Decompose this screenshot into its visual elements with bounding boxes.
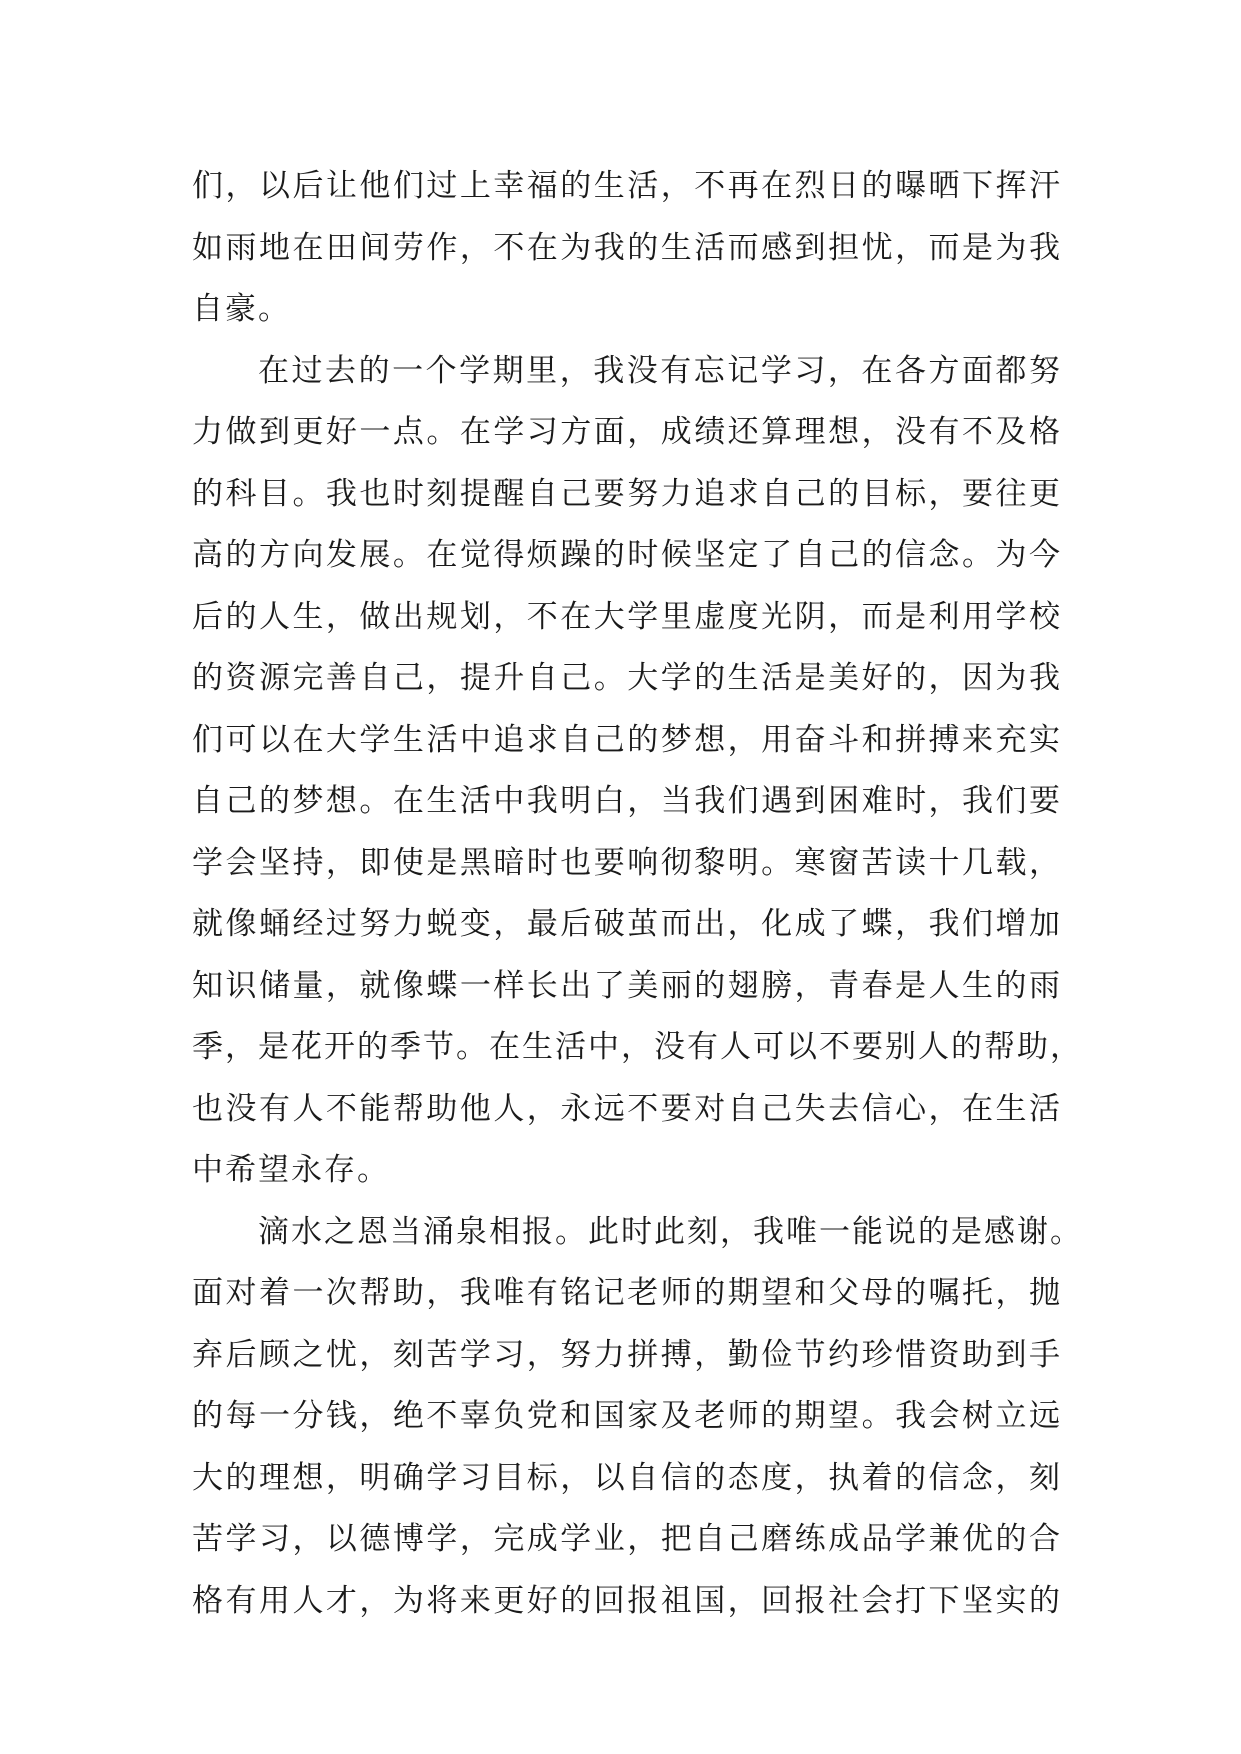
- text-line: 高的方向发展。在觉得烦躁的时候坚定了自己的信念。为今: [192, 537, 1062, 573]
- text-line: 如雨地在田间劳作，不在为我的生活而感到担忧，而是为我: [192, 229, 1062, 266]
- text-line: 自豪。: [192, 291, 291, 327]
- text-line: 中希望永存。: [192, 1152, 390, 1188]
- text-line: 季，是花开的季节。在生活中，没有人可以不要别人的帮助，: [192, 1029, 1083, 1065]
- text-line: 知识储量，就像蝶一样长出了美丽的翅膀，青春是人生的雨: [192, 967, 1062, 1004]
- text-line: 弃后顾之忧，刻苦学习，努力拼搏，勤俭节约珍惜资助到手: [192, 1336, 1062, 1373]
- text-line: 的每一分钱，绝不辜负党和国家及老师的期望。我会树立远: [192, 1398, 1062, 1434]
- text-line: 的科目。我也时刻提醒自己要努力追求自己的目标，要往更: [192, 475, 1062, 512]
- text-line: 们，以后让他们过上幸福的生活，不再在烈日的曝晒下挥汗: [192, 168, 1062, 204]
- text-line: 学会坚持，即使是黑暗时也要响彻黎明。寒窗苦读十几载，: [192, 844, 1062, 881]
- text-line: 在过去的一个学期里，我没有忘记学习，在各方面都努: [258, 352, 1062, 389]
- text-line: 大的理想，明确学习目标，以自信的态度，执着的信念，刻: [192, 1459, 1062, 1496]
- text-line: 力做到更好一点。在学习方面，成绩还算理想，没有不及格: [192, 414, 1062, 450]
- text-line: 的资源完善自己，提升自己。大学的生活是美好的，因为我: [192, 660, 1062, 696]
- text-line: 们可以在大学生活中追求自己的梦想，用奋斗和拼搏来充实: [192, 721, 1062, 758]
- text-line: 格有用人才，为将来更好的回报祖国，回报社会打下坚实的: [192, 1582, 1062, 1619]
- text-line: 苦学习，以德博学，完成学业，把自己磨练成品学兼优的合: [192, 1521, 1062, 1557]
- body-text: [192, 156, 1083, 1632]
- text-line: 滴水之恩当涌泉相报。此时此刻，我唯一能说的是感谢。: [258, 1213, 1083, 1250]
- text-line: 自己的梦想。在生活中我明白，当我们遇到困难时，我们要: [192, 783, 1062, 819]
- text-line: 后的人生，做出规划，不在大学里虚度光阴，而是利用学校: [192, 598, 1062, 635]
- paragraph-2: [192, 341, 1083, 1202]
- text-line: 就像蛹经过努力蜕变，最后破茧而出，化成了蝶，我们增加: [192, 906, 1062, 942]
- text-line: 面对着一次帮助，我唯有铭记老师的期望和父母的嘱托，抛: [192, 1275, 1062, 1311]
- paragraph-3: [192, 1202, 1083, 1633]
- paragraph-1: [192, 156, 1062, 341]
- text-line: 也没有人不能帮助他人，永远不要对自己失去信心，在生活: [192, 1090, 1062, 1127]
